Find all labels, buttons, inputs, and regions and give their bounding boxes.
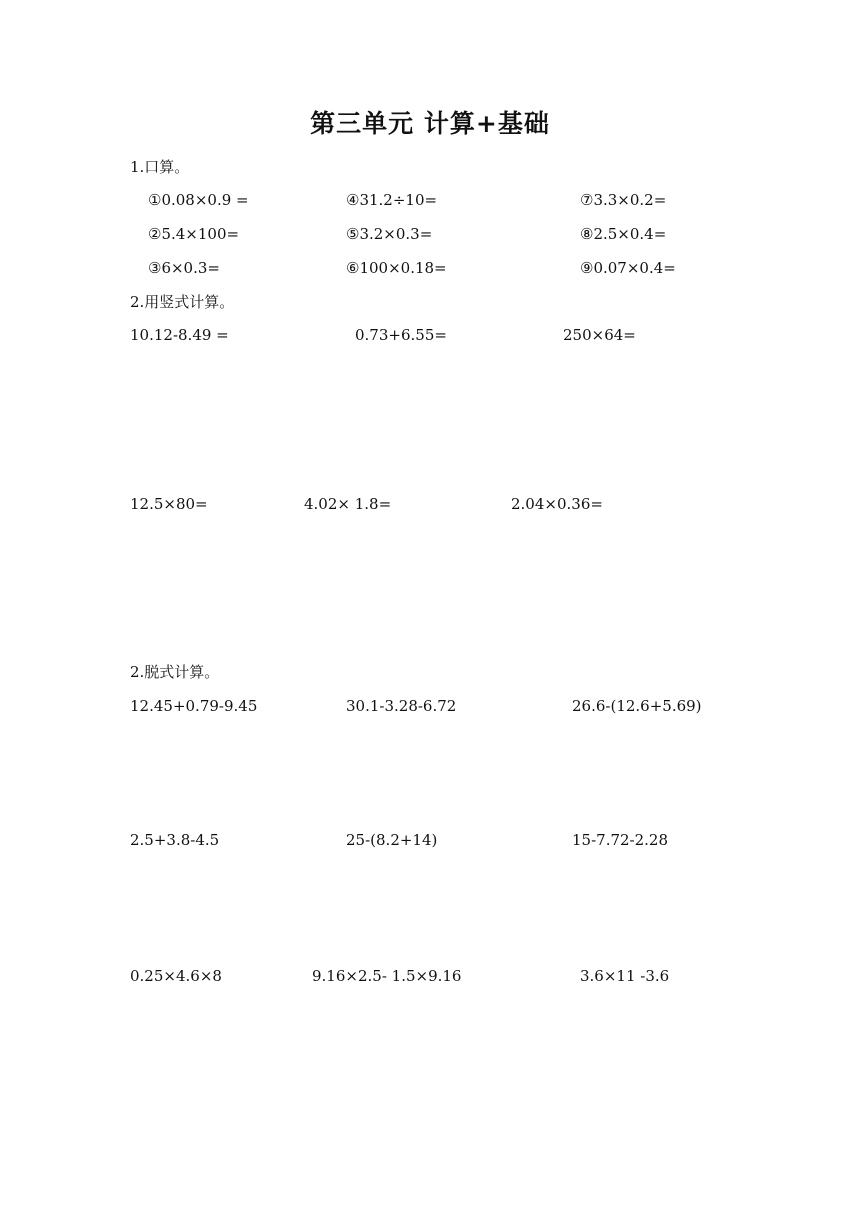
vertical-problem-4: 12.5×80= — [130, 495, 208, 513]
stepwise-problem-7: 0.25×4.6×8 — [130, 967, 222, 985]
vertical-problem-5: 4.02× 1.8= — [304, 495, 392, 513]
oral-problem-3: ③6×0.3= — [148, 259, 220, 277]
stepwise-problem-5: 25-(8.2+14) — [346, 831, 438, 849]
oral-problem-7: ⑦3.3×0.2= — [580, 191, 667, 209]
vertical-problem-6: 2.04×0.36= — [511, 495, 603, 513]
vertical-problem-3: 250×64= — [563, 326, 636, 344]
stepwise-problem-6: 15-7.72-2.28 — [572, 831, 669, 849]
oral-problem-5: ⑤3.2×0.3= — [346, 225, 433, 243]
oral-problem-1: ①0.08×0.9 = — [148, 191, 249, 209]
vertical-problem-2: 0.73+6.55= — [355, 326, 447, 344]
section-heading-oral: 1.口算。 — [130, 158, 190, 176]
oral-problem-6: ⑥100×0.18= — [346, 259, 447, 277]
oral-problem-2: ②5.4×100= — [148, 225, 240, 243]
page-title: 第三单元 计算+基础 — [310, 109, 550, 138]
stepwise-problem-2: 30.1-3.28-6.72 — [346, 697, 457, 715]
oral-problem-9: ⑨0.07×0.4= — [580, 259, 676, 277]
stepwise-problem-8: 9.16×2.5- 1.5×9.16 — [312, 967, 462, 985]
stepwise-problem-9: 3.6×11 -3.6 — [580, 967, 670, 985]
stepwise-problem-1: 12.45+0.79-9.45 — [130, 697, 258, 715]
stepwise-problem-3: 26.6-(12.6+5.69) — [572, 697, 702, 715]
oral-problem-4: ④31.2÷10= — [346, 191, 438, 209]
section-heading-stepwise: 2.脱式计算。 — [130, 663, 220, 681]
vertical-problem-1: 10.12-8.49 = — [130, 326, 229, 344]
oral-problem-8: ⑧2.5×0.4= — [580, 225, 667, 243]
stepwise-problem-4: 2.5+3.8-4.5 — [130, 831, 220, 849]
section-heading-vertical: 2.用竖式计算。 — [130, 293, 235, 311]
